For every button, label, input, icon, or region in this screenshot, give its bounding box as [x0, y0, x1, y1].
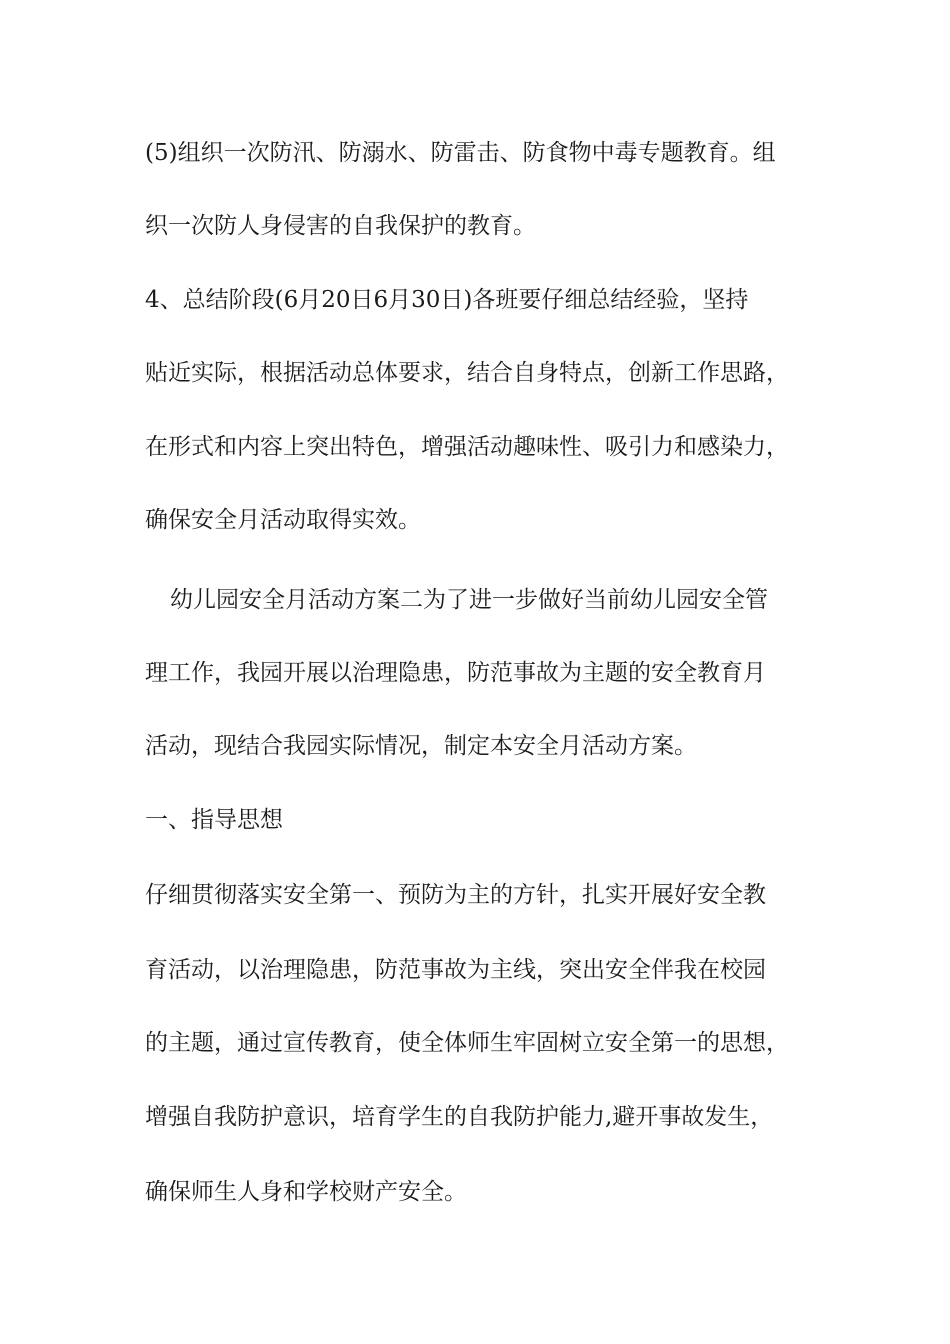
text-line-12: 育活动，以治理隐患，防范事故为主线，突出安全伴我在校园	[145, 957, 766, 983]
text-line-13: 的主题，通过宣传教育，使全体师生牢固树立安全第一的思想，	[145, 1030, 789, 1056]
text-line-2: 织一次防人身侵害的自我保护的教育。	[145, 213, 536, 239]
text-line-3: 4、总结阶段(6月20日6月30日)各班要仔细总结经验，坚持	[145, 287, 749, 313]
text-line-5: 在形式和内容上突出特色，增强活动趣味性、吸引力和感染力，	[145, 434, 789, 460]
text-line-7: 幼儿园安全月活动方案二为了进一步做好当前幼儿园安全管	[170, 587, 768, 613]
text-line-1: (5)组织一次防汛、防溺水、防雷击、防食物中毒专题教育。组	[145, 140, 776, 166]
section-heading: 一、指导思想	[145, 807, 283, 833]
text-line-8: 理工作，我园开展以治理隐患，防范事故为主题的安全教育月	[145, 660, 766, 686]
text-line-14: 增强自我防护意识，培育学生的自我防护能力,避开事故发生，	[145, 1104, 774, 1130]
text-line-15: 确保师生人身和学校财产安全。	[145, 1179, 467, 1205]
text-line-9: 活动，现结合我园实际情况，制定本安全月活动方案。	[145, 733, 697, 759]
text-line-6: 确保安全月活动取得实效。	[145, 507, 421, 533]
text-line-11: 仔细贯彻落实安全第一、预防为主的方针，扎实开展好安全教	[145, 882, 766, 908]
text-line-4: 贴近实际，根据活动总体要求，结合自身特点，创新工作思路，	[145, 360, 789, 386]
